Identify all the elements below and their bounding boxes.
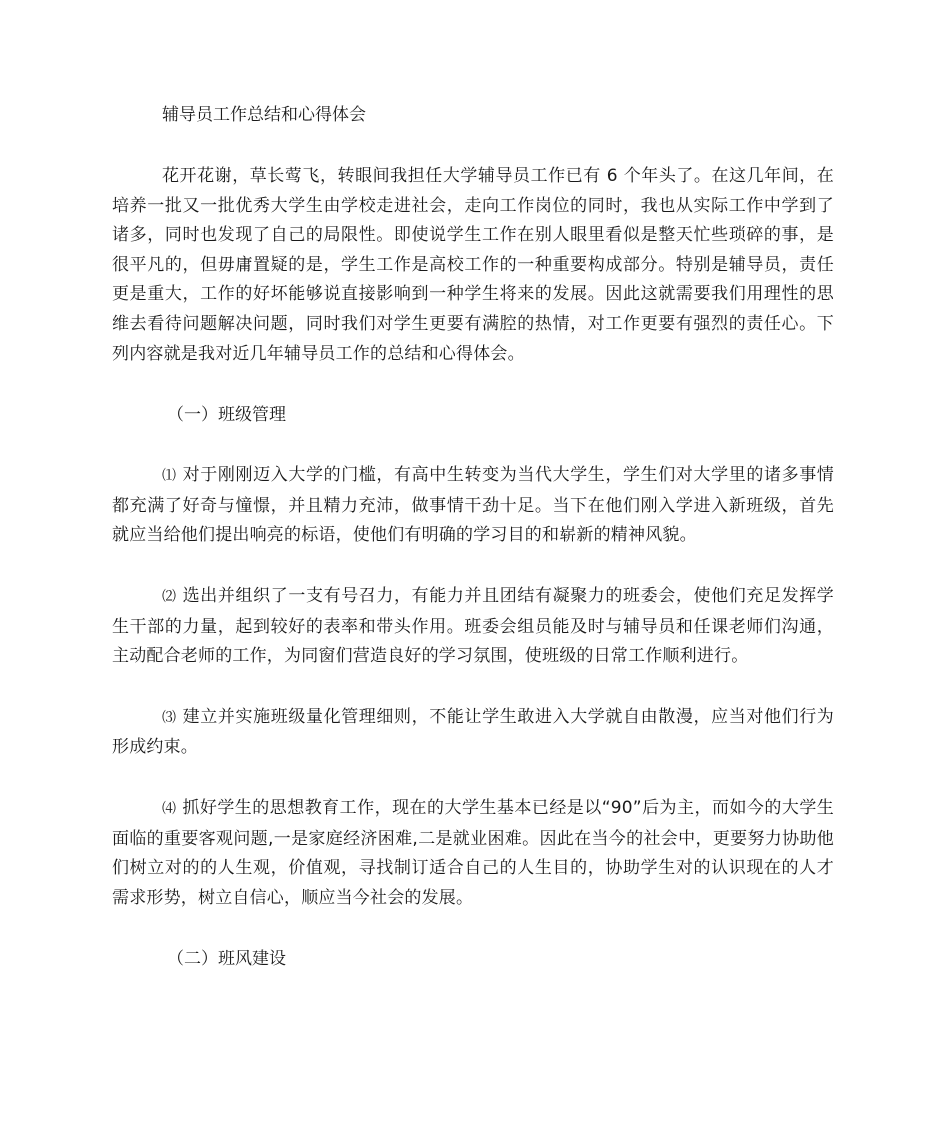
item-marker: ⑵ <box>162 588 177 605</box>
list-item-4 <box>112 794 834 913</box>
item-marker: ⑴ <box>162 468 177 485</box>
item-text: 对于刚刚迈入大学的门槛，有高中生转变为当代大学生，学生们对大学里的诸多事情都充满了好奇与憧憬，并且精力充沛，做事情干劲十足。当下在他们刚入学进入新班级，首先就应当给他们提出响亮的标语，使他们有明确的学习目的和崭新的精神风貌。 <box>112 465 835 546</box>
list-item-3 <box>112 703 834 763</box>
document-body <box>112 100 834 974</box>
item-text: 选出并组织了一支有号召力，有能力并且团结有凝聚力的班委会，使他们充足发挥学生干部的力量，起到较好的表率和带头作用。班委会组员能及时与辅导员和任课老师们沟通，主动配合老师的工作，为同窗们营造良好的学习氛围，使班级的日常工作顺利进行。 <box>112 585 835 667</box>
document-title: 辅导员工作总结和心得体会 <box>162 105 366 125</box>
item-text: 抓好学生的思想教育工作，现在的大学生基本已经是以“90”后为主，而如今的大学生面临的重要客观问题,一是家庭经济困难,二是就业困难。因此在当今的社会中，更要努力协助他们树立对的的人生观，价值观，寻找制订适合自己的人生目的，协助学生对的认识现在的人才需求形势，树立自信心，顺应当今社会的发展。 <box>112 797 835 908</box>
item-text: 建立并实施班级量化管理细则，不能让学生敢进入大学就自由散漫，应当对他们行为形成约束。 <box>112 706 835 758</box>
item-marker: ⑶ <box>162 709 177 726</box>
section-heading-class-management: （一）班级管理 <box>167 405 286 426</box>
section-heading-class-culture: （二）班风建设 <box>167 949 286 970</box>
list-item-1 <box>112 461 834 551</box>
list-item-2 <box>112 582 834 672</box>
intro-paragraph: 花开花谢，草长莺飞，转眼间我担任大学辅导员工作已有 6 个年头了。在这几年间，在培养一批又一批优秀大学生由学校走进社会，走向工作岗位的同时，我也从实际工作中学到了诸多，同时也发现了自己的局限性。即使说学生工作在别人眼里看似是整天忙些琐碎的事，是很平凡的，但毋庸置疑的是，学生工作是高校工作的一种重要构成部分。特别是辅导员，责任更是重大，工作的好坏能够说直接影响到一种学生将来的发展。因此这就需要我们用理性的思维去看待问题解决问题，同时我们对学生更要有满腔的热情，对工作更要有强烈的责任心。下列内容就是我对近几年辅导员工作的总结和心得体会。 <box>112 166 834 364</box>
item-marker: ⑷ <box>162 800 177 817</box>
